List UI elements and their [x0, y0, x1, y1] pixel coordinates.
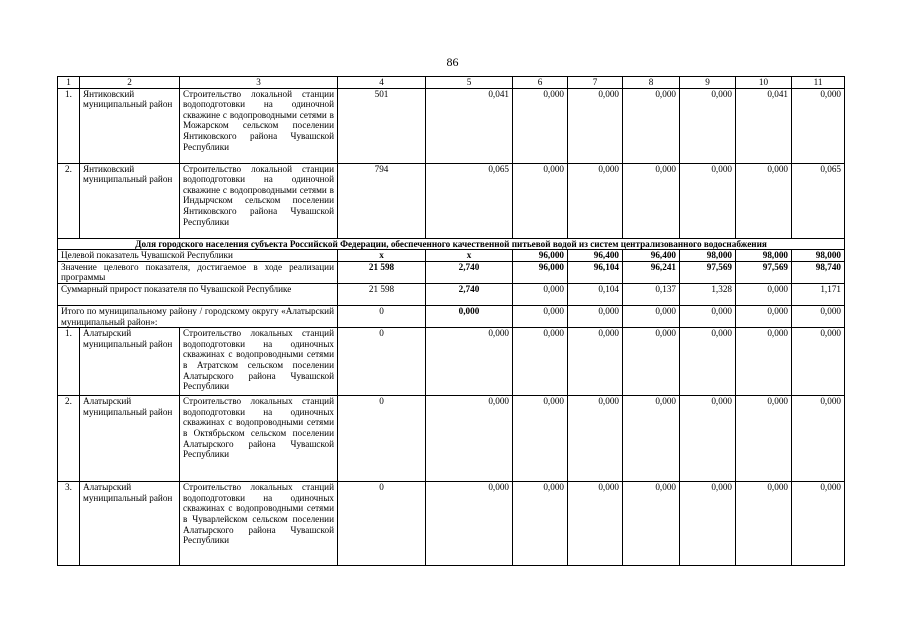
value-cell: 1,171 — [792, 283, 845, 305]
value-cell: 0,000 — [513, 88, 568, 163]
header-cell: 6 — [513, 77, 568, 89]
value-cell: 0,000 — [568, 482, 623, 566]
table-row — [58, 482, 845, 566]
value-cell: 0,065 — [792, 163, 845, 238]
value-cell: 0,000 — [513, 283, 568, 305]
region-cell: Янтиковский муниципальный район — [80, 88, 180, 163]
value-cell: 0,000 — [513, 328, 568, 396]
table-row — [58, 396, 845, 482]
value-cell: 0,000 — [426, 482, 513, 566]
summary-label: Итого по муниципальному району / городскому округу «Алатырский муниципальный район»: — [58, 305, 338, 327]
value-cell: 0,000 — [792, 305, 845, 327]
value-cell: 98,000 — [736, 250, 792, 262]
value-cell: 0,000 — [736, 396, 792, 482]
value-cell: 21 598 — [338, 261, 426, 283]
header-cell: 3 — [180, 77, 338, 89]
value-cell: 0,000 — [623, 396, 680, 482]
table-row — [58, 328, 845, 396]
region-cell: Алатырский муниципальный район — [80, 396, 180, 482]
value-cell: 0,000 — [623, 328, 680, 396]
value-cell: 0,000 — [792, 88, 845, 163]
value-cell: 0,000 — [792, 482, 845, 566]
value-cell: 0,000 — [736, 163, 792, 238]
value-cell: 0,137 — [623, 283, 680, 305]
description-cell: Строительство локальных станций водоподготовки на одиночных скважинах с водопроводными сетями в Чуварлейском сельском поселении Алатырского района Чувашской Республики — [180, 482, 338, 566]
value-cell: x — [338, 250, 426, 262]
summary-label: Суммарный прирост показателя по Чувашской Республике — [58, 283, 338, 305]
table-row — [58, 163, 845, 238]
value-cell: 0,000 — [623, 305, 680, 327]
header-cell: 1 — [58, 77, 80, 89]
value-cell: 794 — [338, 163, 426, 238]
value-cell: 0,000 — [568, 396, 623, 482]
value-cell: 98,000 — [680, 250, 736, 262]
value-cell: 0,000 — [513, 305, 568, 327]
data-table — [57, 76, 845, 566]
value-cell: 0,000 — [513, 163, 568, 238]
summary-row — [58, 250, 845, 262]
table-row — [58, 88, 845, 163]
value-cell: 2,740 — [426, 261, 513, 283]
header-cell: 8 — [623, 77, 680, 89]
value-cell: 501 — [338, 88, 426, 163]
row-number: 2. — [58, 396, 80, 482]
description-cell: Строительство локальной станции водоподготовки на одиночной скважине с водопроводными сетями в Индырчском сельском поселении Янтиковского района Чувашской Республики — [180, 163, 338, 238]
value-cell: 96,400 — [623, 250, 680, 262]
value-cell: 2,740 — [426, 283, 513, 305]
value-cell: 0,000 — [736, 328, 792, 396]
summary-row — [58, 305, 845, 327]
value-cell: 96,241 — [623, 261, 680, 283]
value-cell: 0,041 — [426, 88, 513, 163]
region-cell: Алатырский муниципальный район — [80, 328, 180, 396]
value-cell: 0,000 — [513, 482, 568, 566]
value-cell: 96,400 — [568, 250, 623, 262]
header-cell: 11 — [792, 77, 845, 89]
value-cell: 0,000 — [792, 396, 845, 482]
value-cell: 0,000 — [736, 283, 792, 305]
value-cell: 96,104 — [568, 261, 623, 283]
header-cell: 9 — [680, 77, 736, 89]
value-cell: 0,000 — [623, 163, 680, 238]
value-cell: 96,000 — [513, 250, 568, 262]
value-cell: 97,569 — [680, 261, 736, 283]
summary-label: Целевой показатель Чувашской Республики — [58, 250, 338, 262]
value-cell: 0,000 — [568, 88, 623, 163]
value-cell: 96,000 — [513, 261, 568, 283]
header-cell: 4 — [338, 77, 426, 89]
header-row — [58, 77, 845, 89]
value-cell: 0,104 — [568, 283, 623, 305]
row-number: 2. — [58, 163, 80, 238]
value-cell: 0,000 — [680, 88, 736, 163]
value-cell: x — [426, 250, 513, 262]
description-cell: Строительство локальных станций водоподготовки на одиночных скважинах с водопроводными сетями в Октябрьском сельском поселении Алатырского района Чувашской Республики — [180, 396, 338, 482]
header-cell: 10 — [736, 77, 792, 89]
value-cell: 0,000 — [680, 328, 736, 396]
page-number: 86 — [446, 55, 459, 69]
value-cell: 0,000 — [426, 305, 513, 327]
value-cell: 0,000 — [680, 396, 736, 482]
value-cell: 98,740 — [792, 261, 845, 283]
summary-label: Значение целевого показателя, достигаемое в ходе реализации программы — [58, 261, 338, 283]
value-cell: 0,000 — [680, 482, 736, 566]
value-cell: 0,000 — [426, 396, 513, 482]
value-cell: 0,000 — [623, 482, 680, 566]
region-cell: Алатырский муниципальный район — [80, 482, 180, 566]
value-cell: 0 — [338, 396, 426, 482]
value-cell: 0 — [338, 482, 426, 566]
row-number: 3. — [58, 482, 80, 566]
value-cell: 0,041 — [736, 88, 792, 163]
row-number: 1. — [58, 88, 80, 163]
summary-row — [58, 261, 845, 283]
value-cell: 0,000 — [736, 482, 792, 566]
summary-row — [58, 283, 845, 305]
header-cell: 5 — [426, 77, 513, 89]
value-cell: 0,000 — [426, 328, 513, 396]
value-cell: 0,000 — [568, 305, 623, 327]
value-cell: 98,000 — [792, 250, 845, 262]
row-number: 1. — [58, 328, 80, 396]
value-cell: 97,569 — [736, 261, 792, 283]
value-cell: 0,000 — [736, 305, 792, 327]
value-cell: 1,328 — [680, 283, 736, 305]
value-cell: 0,000 — [680, 305, 736, 327]
value-cell: 0 — [338, 328, 426, 396]
description-cell: Строительство локальных станций водоподготовки на одиночных скважинах с водопроводными сетями в Атратском сельском поселении Алатырского района Чувашской Республики — [180, 328, 338, 396]
value-cell: 21 598 — [338, 283, 426, 305]
description-cell: Строительство локальной станции водоподготовки на одиночной скважине с водопроводными сетями в Можарском сельском поселении Янтиковского района Чувашской Республики — [180, 88, 338, 163]
value-cell: 0 — [338, 305, 426, 327]
value-cell: 0,000 — [568, 163, 623, 238]
section-title: Доля городского населения субъекта Российской Федерации, обеспеченного качественной питьевой водой из систем централизованного водоснабжения — [58, 238, 845, 250]
value-cell: 0,000 — [623, 88, 680, 163]
value-cell: 0,000 — [513, 396, 568, 482]
value-cell: 0,065 — [426, 163, 513, 238]
region-cell: Янтиковский муниципальный район — [80, 163, 180, 238]
value-cell: 0,000 — [568, 328, 623, 396]
value-cell: 0,000 — [680, 163, 736, 238]
section-header-row — [58, 238, 845, 250]
value-cell: 0,000 — [792, 328, 845, 396]
header-cell: 2 — [80, 77, 180, 89]
header-cell: 7 — [568, 77, 623, 89]
